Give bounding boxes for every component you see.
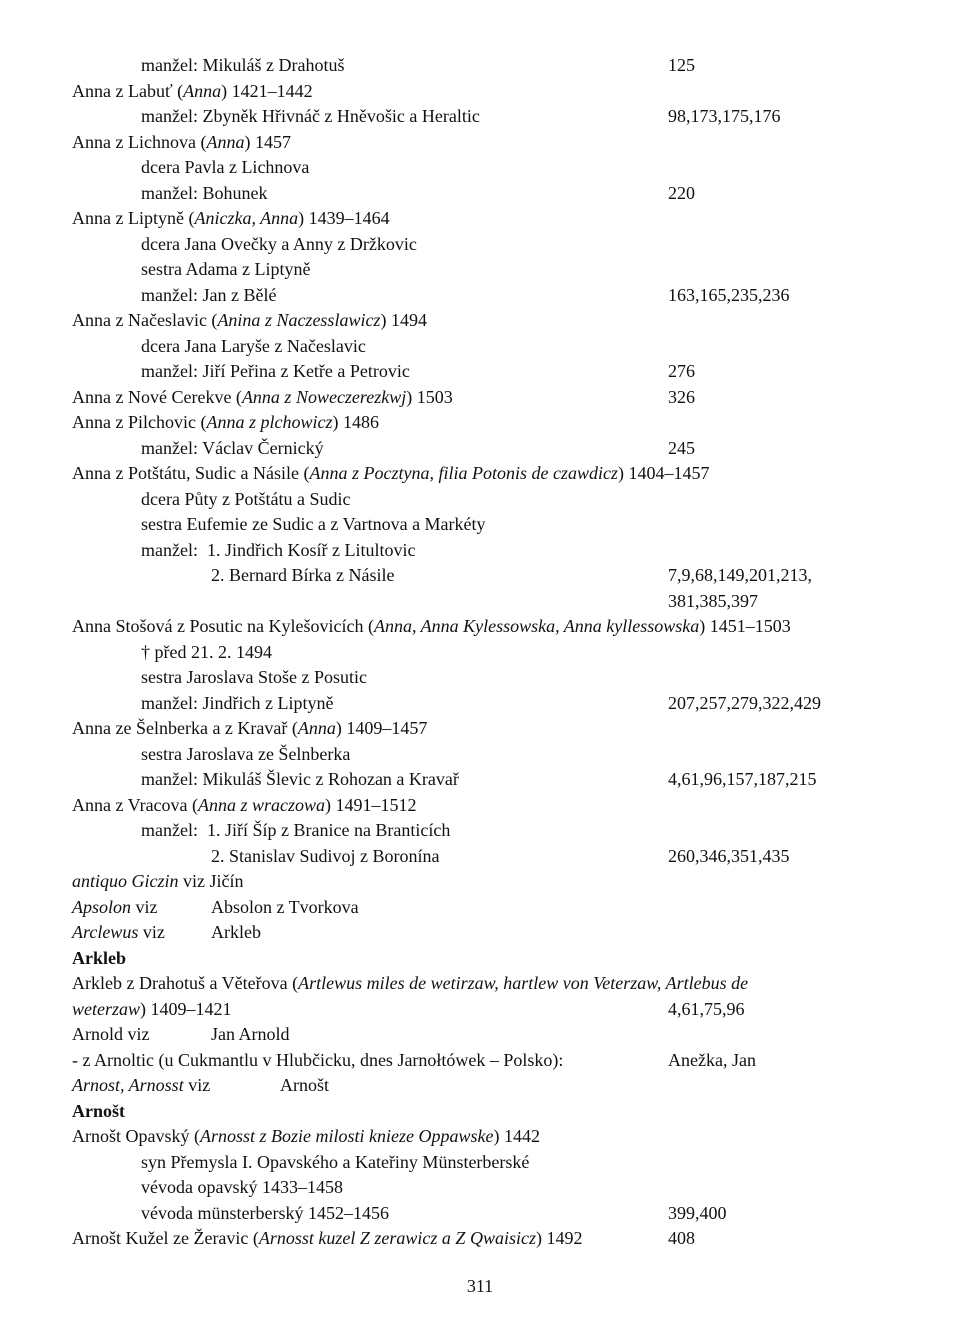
entry-variant: Anna <box>297 718 336 738</box>
entry-text: manžel: Jindřich z Liptyně <box>141 692 334 713</box>
entry-variant: Artlewus miles de wetirzaw, hartlew von Veterzaw, Artlebus de <box>298 973 749 993</box>
entry-tail: ) 1494 <box>380 310 427 330</box>
entry-text: 2. Stanislav Sudivoj z Boronína <box>211 845 440 866</box>
page-references: 207,257,279,322,429 <box>668 692 821 713</box>
entry-variant: Anina z Naczesslawicz <box>217 310 381 330</box>
page-references: 381,385,397 <box>668 590 758 611</box>
index-line <box>0 997 960 1023</box>
entry-variant: Apsolon <box>72 896 132 917</box>
entry-text: vévoda münsterberský 1452–1456 <box>141 1202 389 1223</box>
index-line <box>0 869 960 895</box>
entry-text: manžel: 1. Jindřich Kosíř z Litultovic <box>141 539 416 560</box>
entry-tail: ) 1409–1457 <box>335 718 428 738</box>
entry-variant: weterzaw <box>72 998 141 1019</box>
entry-tail: ) 1451–1503 <box>699 616 791 636</box>
index-line <box>0 691 960 717</box>
index-line <box>0 793 960 819</box>
entry-text <box>72 206 390 232</box>
index-line <box>0 283 960 309</box>
entry-text <box>72 997 232 1023</box>
entry-text <box>72 920 165 946</box>
index-line <box>0 1124 960 1150</box>
index-line <box>0 410 960 436</box>
entry-lead: Anna z Liptyně ( <box>72 208 195 228</box>
index-line <box>0 920 960 946</box>
entry-text: vévoda opavský 1433–1458 <box>141 1177 343 1197</box>
index-line <box>0 512 960 538</box>
entry-text <box>72 716 427 742</box>
index-line <box>0 130 960 156</box>
index-line <box>0 155 960 181</box>
index-line <box>0 181 960 207</box>
entry-variant: Arnosst kuzel Z zerawicz a Z Qwaisicz <box>258 1228 536 1248</box>
index-line <box>0 1226 960 1252</box>
entry-text <box>72 971 748 997</box>
entry-lead: Anna Stošová z Posutic na Kylešovicích ( <box>72 616 374 636</box>
entry-text: dcera Půty z Potštátu a Sudic <box>141 488 351 509</box>
index-line <box>0 742 960 768</box>
entry-tail: ) 1421–1442 <box>221 80 313 101</box>
entry-text: sestra Eufemie ze Sudic a z Vartnova a Markéty <box>141 514 486 534</box>
entry-text <box>72 308 427 334</box>
entry-variant: Arnosst z Bozie milosti knieze Oppawske <box>200 1126 494 1146</box>
entry-text: † před 21. 2. 1494 <box>141 641 272 662</box>
index-line <box>0 563 960 589</box>
entry-tail: viz <box>131 896 158 917</box>
entry-variant: Aniczka, Anna <box>194 208 299 228</box>
index-line <box>0 104 960 130</box>
index-line <box>0 971 960 997</box>
page-number: 311 <box>466 1276 494 1296</box>
page-references: 220 <box>668 182 695 203</box>
entry-text: dcera Pavla z Lichnova <box>141 157 310 177</box>
entry-text: dcera Jana Laryše z Načeslavic <box>141 335 366 356</box>
entry-text: manžel: Václav Černický <box>141 437 324 458</box>
index-line <box>0 385 960 411</box>
entry-tail: ) 1486 <box>332 412 379 432</box>
entry-variant: Anna, Anna Kylessowska, Anna kyllessowska <box>373 616 700 636</box>
entry-variant: Anna z Pocztyna, filia Potonis de czawdicz <box>309 463 618 483</box>
cross-reference-target: Jan Arnold <box>211 1024 290 1044</box>
entry-text: syn Přemysla I. Opavského a Kateřiny Münsterberské <box>141 1151 530 1172</box>
index-line <box>0 79 960 105</box>
index-line <box>0 1073 960 1099</box>
entry-text <box>72 793 417 819</box>
index-line <box>0 1150 960 1176</box>
entry-text: manžel: Mikuláš Šlevic z Rohozan a Kravař <box>141 769 459 789</box>
entry-lead: Anna z Vracova ( <box>72 794 199 815</box>
entry-text: manžel: 1. Jiří Šíp z Branice na Branticích <box>141 820 451 840</box>
entry-lead: Anna ze Šelnberka a z Kravař ( <box>72 718 298 738</box>
index-line <box>0 538 960 564</box>
entry-variant: Arclewus <box>72 922 139 942</box>
index-line <box>0 665 960 691</box>
entry-tail: viz <box>183 1075 211 1095</box>
index-line <box>0 946 960 972</box>
index-line <box>0 461 960 487</box>
entry-variant: Anna <box>183 80 222 101</box>
index-line <box>0 818 960 844</box>
page-references: 4,61,75,96 <box>668 998 745 1019</box>
index-line <box>0 436 960 462</box>
page-references: 326 <box>668 386 695 407</box>
entry-tail: ) 1439–1464 <box>298 208 390 228</box>
entry-text <box>72 461 709 487</box>
index-line <box>0 1048 960 1074</box>
entry-text: sestra Jaroslava ze Šelnberka <box>141 743 351 764</box>
entry-lead: Anna z Nové Cerekve ( <box>72 386 242 407</box>
index-line <box>0 1201 960 1227</box>
entry-text: manžel: Zbyněk Hřivnáč z Hněvošic a Heraltic <box>141 106 480 126</box>
entry-text: sestra Jaroslava Stoše z Posutic <box>141 667 367 687</box>
entry-tail: ) 1409–1421 <box>140 998 232 1019</box>
index-line <box>0 53 960 79</box>
index-line <box>0 589 960 615</box>
entry-text <box>72 79 313 105</box>
index-line <box>0 1099 960 1125</box>
entry-lead: Arnošt Kužel ze Žeravic ( <box>72 1228 259 1248</box>
section-heading: Arkleb <box>72 947 126 968</box>
page-references: 276 <box>668 361 695 381</box>
entry-text <box>72 130 291 156</box>
cross-reference-target: Arkleb <box>211 922 261 942</box>
entry-lead: Anna z Načeslavic ( <box>72 310 218 330</box>
entry-tail: viz <box>138 922 165 942</box>
index-line <box>0 206 960 232</box>
index-line <box>0 844 960 870</box>
page-references: 4,61,96,157,187,215 <box>668 769 817 789</box>
entry-text: dcera Jana Ovečky a Anny z Držkovic <box>141 233 417 254</box>
entry-lead: Anna z Labuť ( <box>72 80 184 101</box>
entry-lead: Arkleb z Drahotuš a Věteřova ( <box>72 973 299 993</box>
entry-variant: Anna z plchowicz <box>206 412 333 432</box>
entry-tail: ) 1457 <box>244 131 291 152</box>
entry-text: manžel: Bohunek <box>141 182 268 203</box>
entry-text <box>72 385 453 411</box>
index-line <box>0 716 960 742</box>
index-line <box>0 359 960 385</box>
entry-text <box>72 895 158 921</box>
page-references: 7,9,68,149,201,213, <box>668 565 812 585</box>
index-line <box>0 257 960 283</box>
section-heading: Arnošt <box>72 1100 125 1121</box>
entry-text: manžel: Jan z Bělé <box>141 284 277 305</box>
entry-text <box>72 614 791 640</box>
page-references: 260,346,351,435 <box>668 845 790 866</box>
page-references: 163,165,235,236 <box>668 284 790 305</box>
entry-tail: ) 1492 <box>535 1228 583 1248</box>
index-line <box>0 308 960 334</box>
entry-tail: ) 1491–1512 <box>325 794 417 815</box>
page-references: 98,173,175,176 <box>668 106 781 126</box>
entry-text: Arnold viz <box>72 1024 150 1044</box>
cross-reference-target: Arnošt <box>280 1075 329 1095</box>
index-line <box>0 1175 960 1201</box>
page-references: 399,400 <box>668 1202 727 1223</box>
index-line <box>0 232 960 258</box>
entry-lead: Anna z Potštátu, Sudic a Násile ( <box>72 463 310 483</box>
cross-reference-target: Anežka, Jan <box>668 1049 756 1070</box>
entry-variant: antiquo Giczin <box>72 871 179 891</box>
entry-text: 2. Bernard Bírka z Násile <box>211 565 395 585</box>
entry-text: manžel: Mikuláš z Drahotuš <box>141 55 345 75</box>
entry-lead: Anna z Pilchovic ( <box>72 412 207 432</box>
entry-text <box>72 410 379 436</box>
entry-lead: Arnošt Opavský ( <box>72 1126 200 1146</box>
entry-lead: Anna z Lichnova ( <box>72 131 207 152</box>
entry-variant: Arnost, Arnosst <box>72 1075 184 1095</box>
entry-tail: viz Jičín <box>178 871 244 891</box>
entry-text <box>72 869 244 895</box>
index-line <box>0 1022 960 1048</box>
entry-text: - z Arnoltic (u Cukmantlu v Hlubčicku, dnes Jarnołtówek – Polsko): <box>72 1049 564 1070</box>
page-references: 408 <box>668 1228 695 1248</box>
index-line <box>0 895 960 921</box>
entry-text: manžel: Jiří Peřina z Ketře a Petrovic <box>141 361 410 381</box>
page-references: 125 <box>668 55 695 75</box>
entry-tail: ) 1442 <box>493 1126 540 1146</box>
entry-text: sestra Adama z Liptyně <box>141 259 311 279</box>
page-references: 245 <box>668 437 695 458</box>
cross-reference-target: Absolon z Tvorkova <box>211 896 359 917</box>
entry-variant: Anna z wraczowa <box>198 794 326 815</box>
index-line <box>0 767 960 793</box>
entry-variant: Anna <box>206 131 245 152</box>
entry-tail: ) 1404–1457 <box>617 463 710 483</box>
index-line <box>0 640 960 666</box>
entry-text <box>72 1226 582 1252</box>
entry-variant: Anna z Noweczerezkwj <box>241 386 407 407</box>
index-line <box>0 334 960 360</box>
entry-text <box>72 1073 210 1099</box>
entry-text <box>72 1124 540 1150</box>
index-line <box>0 487 960 513</box>
entry-tail: ) 1503 <box>406 386 453 407</box>
index-line <box>0 614 960 640</box>
